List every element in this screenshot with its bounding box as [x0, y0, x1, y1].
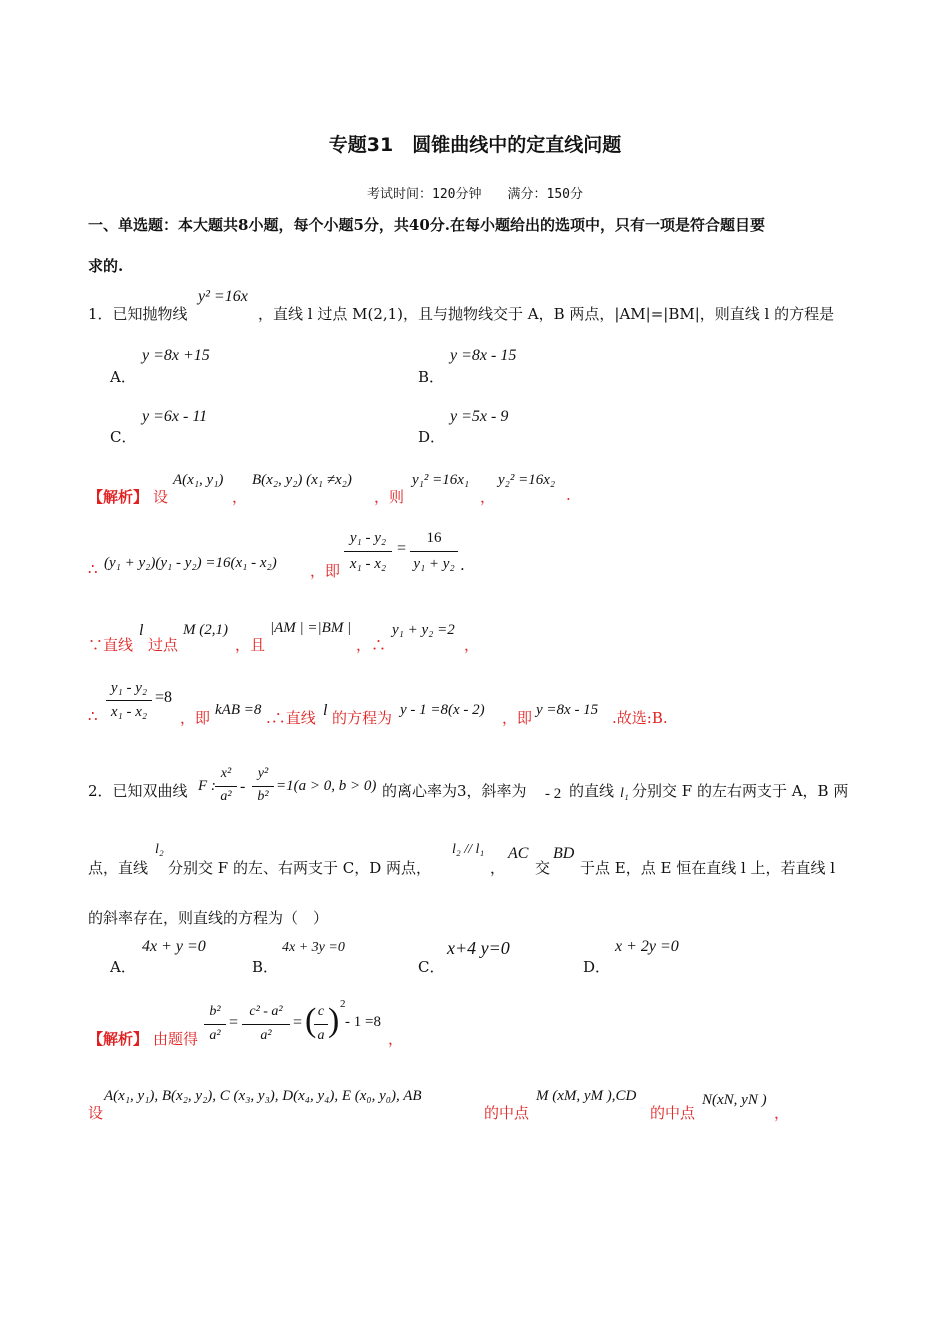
- parallel-lines: l₂ // l₁: [452, 842, 485, 857]
- q2-line2-e: 于点 E，点 E 恒在直线 l 上，若直线 l: [580, 859, 836, 877]
- q1-option-c: y =6x - 11: [142, 408, 208, 425]
- q1-equals: =: [397, 540, 407, 557]
- frac-bar: [215, 786, 237, 787]
- q1-sol-text: 设: [153, 488, 169, 506]
- therefore-symbol: ∴: [88, 560, 98, 578]
- frac-bar: [314, 1024, 328, 1025]
- q1-sol3-comma: ，: [464, 636, 480, 654]
- q1-sol3-because: ∵直线: [88, 636, 134, 654]
- q1-sol2-period: .: [460, 556, 465, 574]
- line-l: l: [323, 702, 328, 719]
- q2-sol2-midpoint: 的中点: [484, 1104, 530, 1122]
- midpoint-n: N(xN, yN ): [702, 1092, 767, 1108]
- frac-bar: [410, 551, 458, 552]
- frac-bar: [204, 1024, 226, 1025]
- q2-option-c-label: C．: [418, 958, 445, 976]
- sol-equals: =: [229, 1014, 239, 1031]
- page-title: 专题31 圆锥曲线中的定直线问题: [328, 134, 622, 156]
- q1-sol4-ie: ，即: [180, 709, 211, 727]
- q2-option-a: 4x + y =0: [142, 938, 206, 955]
- hyp-frac2-den: b²: [257, 789, 269, 804]
- q1-text: ，直线 l 过点 M(2,1)，且与抛物线交于 A，B 两点，|AM|=|BM|，则直线 l 的方程是: [258, 305, 835, 323]
- q1-sol4-line: .∴直线: [266, 709, 316, 727]
- q2-text2: 的直线: [569, 782, 615, 800]
- hyperbola-name: F :: [198, 778, 216, 794]
- slope-eq: =8: [155, 689, 173, 706]
- q1-frac-num: y₁ - y₂: [349, 530, 387, 546]
- q1-option-a-label: A．: [110, 368, 136, 386]
- q1-sol-comma2: ，: [480, 488, 496, 506]
- q1-sol4-eqof: 的方程为: [332, 709, 393, 727]
- abs-equality: |AM | =|BM |: [270, 620, 352, 636]
- line-l1: l₁: [620, 786, 629, 801]
- hyp-frac2-num: y²: [257, 766, 269, 781]
- q1-sol-period: .: [566, 486, 571, 504]
- q1-option-c-label: C．: [110, 428, 137, 446]
- paren-left: (: [305, 1002, 317, 1039]
- q1-sol3-therefore: ，∴: [356, 636, 387, 654]
- midpoint-m: M (xM, yM ),CD: [536, 1088, 637, 1104]
- q1-sol-then: ，则: [374, 488, 405, 506]
- q1-frac3-den: x₁ - x₂: [110, 704, 148, 720]
- points-list: A(x₁, y₁), B(x₂, y₂), C (x₃, y₃), D(x₄, y₄), E (x₀, y₀), AB: [104, 1088, 422, 1104]
- frac-bar: [106, 700, 152, 701]
- sol-frac3-num: c: [317, 1004, 325, 1019]
- sol-frac3-den: a: [317, 1028, 325, 1043]
- q1-solution-tag: 【解析】: [88, 488, 149, 506]
- q1-sol-ie: ，即: [310, 562, 341, 580]
- q1-sol-comma: ，: [232, 488, 248, 506]
- q2-line2-cross: 交: [535, 859, 551, 877]
- sol-power: 2: [340, 998, 346, 1010]
- q2-sol2-comma: ，: [774, 1104, 790, 1122]
- frac-bar: [344, 551, 392, 552]
- q2-line2-a: 点，直线: [88, 859, 149, 877]
- q2-option-b-label: B．: [252, 958, 279, 976]
- hyp-minus: -: [240, 778, 246, 795]
- q2-option-b: 4x + 3y =0: [282, 940, 345, 955]
- hyp-frac1-num: x²: [220, 766, 232, 781]
- k-ab: kAB =8: [215, 702, 262, 718]
- frac-bar: [242, 1024, 290, 1025]
- q2-sol2-midpoint2: 的中点: [650, 1104, 696, 1122]
- q1-frac3-num: y₁ - y₂: [110, 680, 148, 696]
- slope-value: - 2: [545, 786, 562, 802]
- section-header: 一、单选题：本大题共8小题，每个小题5分，共40分.在每小题给出的选项中，只有一项是符合题目要: [88, 216, 765, 234]
- sum-eq: y₁ + y₂ =2: [392, 622, 455, 638]
- section-header-cont: 求的.: [88, 257, 124, 275]
- frac-bar: [252, 786, 274, 787]
- q2-option-d: x + 2y =0: [615, 938, 679, 955]
- point-m: M (2,1): [183, 622, 228, 638]
- q1-sol-eq1: y₁² =16x₁: [412, 472, 470, 488]
- q1-sol3-through: 过点: [148, 636, 179, 654]
- q2-line2-comma: ，: [490, 859, 506, 877]
- sol-equals: =: [293, 1014, 303, 1031]
- sol-frac1-num: b²: [209, 1004, 221, 1019]
- segment-bd: BD: [553, 845, 575, 862]
- q1-sol-point-a: A(x₁, y₁): [173, 472, 224, 488]
- sol-tail: - 1 =8: [345, 1014, 381, 1030]
- q1-option-b: y =8x - 15: [450, 347, 517, 364]
- q1-option-d-label: D．: [418, 428, 446, 446]
- exam-info: 考试时间：120分钟 满分：150分: [367, 187, 583, 202]
- paren-right: ): [328, 1002, 340, 1039]
- q2-option-d-label: D．: [583, 958, 611, 976]
- line-l: l: [139, 622, 144, 639]
- q1-lead: 1．已知抛物线: [88, 305, 188, 323]
- q1-parabola-eq: y² =16x: [198, 288, 248, 305]
- segment-ac: AC: [508, 845, 529, 862]
- hyp-frac1-den: a²: [220, 789, 232, 804]
- q2-text3: 分别交 F 的左右两支于 A，B 两: [632, 782, 849, 800]
- q2-solution-tag: 【解析】: [88, 1030, 149, 1048]
- q2-option-c: x+4 y=0: [447, 938, 510, 958]
- point-slope-eq: y - 1 =8(x - 2): [400, 702, 485, 718]
- q1-sol4-therefore: ∴: [88, 707, 98, 725]
- q2-sol-comma: ，: [388, 1030, 404, 1048]
- q2-text1: 的离心率为3，斜率为: [382, 782, 527, 800]
- q2-sol2-let: 设: [88, 1104, 104, 1122]
- q1-answer: .故选:B.: [612, 709, 668, 727]
- sol-frac1-den: a²: [209, 1028, 221, 1043]
- line-l2: l₂: [155, 842, 164, 857]
- sol-frac2-den: a²: [260, 1028, 272, 1043]
- q2-line2-b: 分别交 F 的左、右两支于 C，D 两点，: [168, 859, 431, 877]
- q2-sol-text: 由题得: [153, 1030, 199, 1048]
- q1-option-d: y =5x - 9: [450, 408, 509, 425]
- q1-frac2-num: 16: [426, 530, 442, 546]
- final-line-eq: y =8x - 15: [536, 702, 599, 718]
- sol-frac2-num: c² - a²: [249, 1004, 283, 1019]
- q1-sol3-and: ，且: [235, 636, 266, 654]
- q1-frac2-den: y₁ + y₂: [413, 556, 455, 572]
- hyp-condition: =1(a > 0, b > 0): [276, 778, 377, 794]
- q2-lead: 2．已知双曲线: [88, 782, 188, 800]
- q1-sol-difference-eq: (y₁ + y₂)(y₁ - y₂) =16(x₁ - x₂): [104, 555, 277, 571]
- q2-line3: 的斜率存在，则直线的方程为（ ）: [88, 909, 329, 927]
- q1-option-b-label: B．: [418, 368, 445, 386]
- q1-sol4-ie2: ，即: [502, 709, 533, 727]
- q1-option-a: y =8x +15: [142, 347, 210, 364]
- q1-frac-den: x₁ - x₂: [349, 556, 387, 572]
- q1-sol-point-b: B(x₂, y₂) (x₁ ≠x₂): [252, 472, 352, 488]
- q2-option-a-label: A．: [110, 958, 136, 976]
- q1-sol-eq2: y₂² =16x₂: [498, 472, 556, 488]
